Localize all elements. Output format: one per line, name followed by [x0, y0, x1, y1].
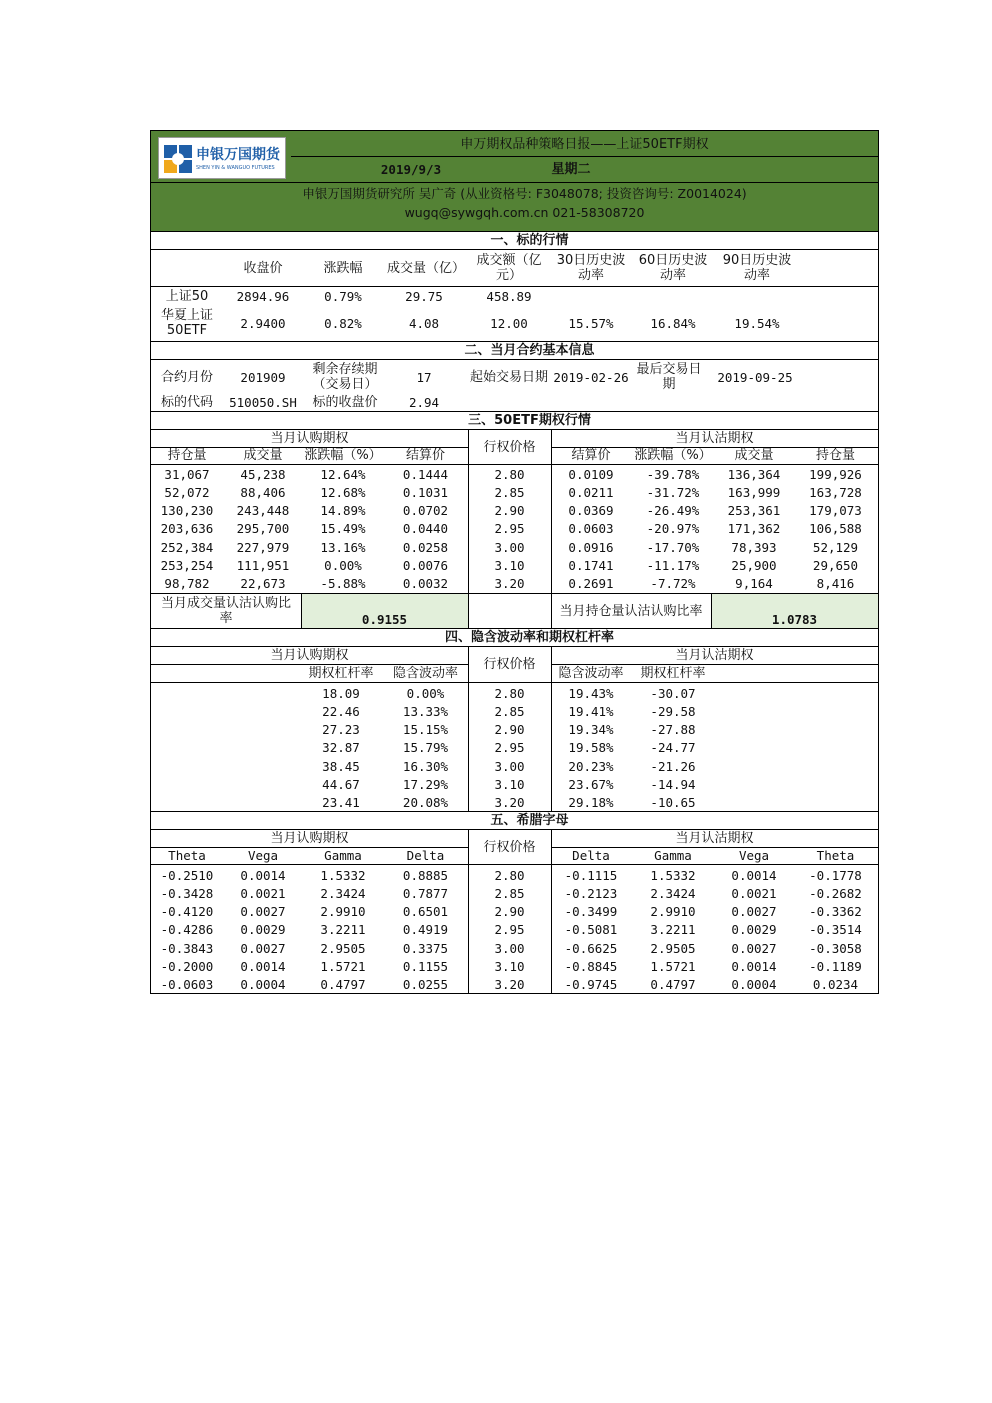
quote-table-cell: 45,238 — [240, 466, 286, 482]
greeks-table-cell: -0.0603 — [160, 977, 214, 993]
section-5-title: 五、希腊字母 — [490, 813, 569, 828]
quote-table-cell: 295,700 — [236, 521, 290, 537]
report-weekday: 星期二 — [551, 161, 591, 177]
iv-table-cell: 2.95 — [494, 740, 525, 756]
quote-table-cell: 78,393 — [731, 539, 777, 555]
greeks-table-cell: 1.5721 — [650, 959, 696, 974]
s3-put-header: 持仓量 — [815, 448, 855, 463]
s4-call-title: 当月认购期权 — [270, 648, 349, 663]
iv-table-cell: 13.33% — [402, 703, 449, 719]
quote-table-cell: 136,364 — [727, 466, 781, 482]
iv-table-cell: 20.08% — [402, 795, 449, 811]
quote-table-cell: 171,362 — [727, 521, 781, 537]
iv-table-cell: 19.34% — [568, 722, 614, 738]
quote-table-cell: 252,384 — [160, 539, 214, 555]
s4-put-title: 当月认沽期权 — [675, 648, 754, 663]
greeks-table-cell: 0.0004 — [240, 977, 286, 993]
quote-table-cell: 0.0702 — [402, 503, 449, 519]
greeks-table-cell: 0.0021 — [731, 885, 777, 901]
greeks-table-cell: 0.0029 — [731, 922, 777, 938]
iv-table-cell: 23.67% — [568, 777, 614, 792]
s3-put-title: 当月认沽期权 — [675, 431, 754, 446]
section-2-title: 二、当月合约基本信息 — [464, 343, 595, 358]
col-hv30: 30日历史波动率 — [556, 253, 626, 283]
iv-table-cell: 16.30% — [402, 758, 449, 774]
quote-table-cell: 199,926 — [809, 466, 862, 482]
quote-table-cell: 0.2691 — [568, 576, 614, 592]
row-sse50-close: 2894.96 — [236, 288, 290, 304]
greeks-table-cell: 2.9505 — [650, 940, 696, 956]
iv-table-cell: 23.41 — [322, 795, 360, 811]
greeks-table-cell: 0.0027 — [240, 904, 286, 920]
quote-table-cell: -11.17% — [646, 558, 700, 573]
quote-table-cell: 203,636 — [160, 521, 214, 537]
s3-put-header: 成交量 — [734, 448, 774, 463]
quote-table-cell: 243,448 — [236, 503, 290, 519]
greeks-table-cell: -0.5081 — [564, 922, 618, 938]
quote-table-cell: 98,782 — [164, 576, 210, 592]
s4-call-header: 期权杠杆率 — [308, 666, 374, 681]
section-1-title: 一、标的行情 — [490, 233, 569, 248]
iv-table-cell: -14.94 — [650, 777, 696, 792]
quote-table-cell: 0.1031 — [402, 484, 449, 500]
author-line: 申银万国期货研究所 吴广奇 (从业资格号: F3048078; 投资咨询号: Z0014024) — [302, 185, 747, 201]
iv-table-cell: 19.58% — [568, 740, 614, 756]
quote-table-cell: 14.89% — [320, 503, 366, 519]
greeks-table-cell: 2.90 — [494, 904, 525, 920]
greeks-table-cell: 0.1155 — [402, 959, 449, 974]
greeks-table-cell: 0.0014 — [731, 867, 777, 883]
start-date-label: 起始交易日期 — [469, 369, 548, 385]
s4-call-header: 隐含波动率 — [392, 666, 458, 681]
row-etf-hv30: 15.57% — [568, 315, 614, 331]
greeks-table-cell: -0.1115 — [564, 867, 618, 883]
quote-table-cell: 163,999 — [727, 484, 781, 500]
quote-table-cell: 0.0369 — [568, 503, 614, 519]
s3-call-header: 涨跌幅（%） — [304, 448, 382, 463]
row-etf-close: 2.9400 — [240, 315, 286, 331]
greeks-table-cell: 0.0029 — [240, 922, 286, 938]
quote-table-cell: -7.72% — [650, 576, 696, 592]
col-turnover: 成交额（亿元） — [476, 253, 542, 283]
quote-table-cell: 15.49% — [320, 521, 366, 537]
underlying-code-value: 510050.SH — [229, 395, 297, 410]
iv-table-cell: -29.58 — [650, 703, 696, 719]
underlying-code-label: 标的代码 — [160, 395, 213, 410]
row-sse50-change: 0.79% — [324, 288, 362, 304]
greeks-table-cell: -0.2000 — [160, 959, 214, 974]
company-logo — [158, 137, 286, 179]
quote-table-cell: 12.68% — [320, 484, 366, 500]
iv-table-cell: 19.43% — [568, 685, 614, 701]
quote-table-cell: 0.1444 — [402, 466, 449, 482]
quote-table-cell: 3.00 — [494, 539, 525, 555]
greeks-table-cell: 2.85 — [494, 885, 525, 901]
quote-table-cell: 130,230 — [160, 503, 214, 519]
quote-table-cell: -17.70% — [646, 539, 700, 555]
quote-table-cell: 253,254 — [160, 558, 214, 573]
greeks-table-cell: -0.1778 — [809, 867, 862, 883]
iv-table-cell: -21.26 — [650, 758, 696, 774]
col-hv60: 60日历史波动率 — [638, 253, 708, 283]
greeks-table-cell: 0.0234 — [812, 977, 859, 993]
quote-table-cell: 29,650 — [812, 558, 859, 573]
last-date-value: 2019-09-25 — [717, 369, 793, 385]
greeks-table-cell: 2.3424 — [650, 885, 696, 901]
greeks-table-cell: -0.2123 — [564, 885, 618, 901]
quote-table-cell: 0.1741 — [568, 558, 614, 573]
report-title: 申万期权品种策略日报——上证50ETF期权 — [460, 136, 709, 152]
iv-table-cell: 22.46 — [322, 703, 360, 719]
s3-call-header: 成交量 — [243, 448, 283, 463]
iv-table-cell: 0.00% — [406, 685, 445, 701]
logo-sub-text: SHEN YIN & WANGUO FUTURES — [196, 165, 275, 171]
iv-table-cell: 32.87 — [322, 740, 360, 756]
quote-table-cell: 253,361 — [727, 503, 781, 519]
greeks-table-cell: -0.3428 — [160, 885, 214, 901]
quote-table-cell: 13.16% — [320, 539, 366, 555]
iv-table-cell: 15.79% — [402, 740, 449, 756]
logo-brand-text: 申银万国期货 — [196, 147, 280, 163]
quote-table-cell: 0.0109 — [568, 466, 614, 482]
s5-put-header: Gamma — [654, 848, 692, 863]
greeks-table-cell: 2.9910 — [650, 904, 696, 920]
s5-call-header: Vega — [247, 848, 279, 863]
row-sse50-volume: 29.75 — [405, 288, 443, 304]
quote-table-cell: -39.78% — [646, 466, 700, 482]
row-sse50-name: 上证50 — [165, 288, 209, 304]
iv-table-cell: -30.07 — [650, 685, 696, 701]
s5-put-header: Theta — [816, 848, 855, 863]
greeks-table-cell: -0.4286 — [160, 922, 214, 938]
s5-put-header: Delta — [572, 848, 610, 863]
oi-pc-ratio-label: 当月持仓量认沽认购比率 — [559, 603, 703, 619]
col-volume: 成交量（亿） — [387, 260, 466, 276]
iv-table-cell: 3.00 — [494, 758, 525, 774]
iv-table-cell: 2.85 — [494, 703, 525, 719]
quote-table-cell: -20.97% — [646, 521, 700, 537]
greeks-table-cell: 1.5332 — [650, 867, 696, 883]
greeks-table-cell: 0.0027 — [240, 940, 286, 956]
row-etf-turnover: 12.00 — [490, 315, 528, 331]
col-change: 涨跌幅 — [323, 260, 363, 276]
iv-table-cell: 18.09 — [322, 685, 360, 701]
greeks-table-cell: 2.95 — [494, 922, 525, 938]
greeks-table-cell: 3.20 — [494, 977, 525, 993]
greeks-table-cell: -0.3362 — [809, 904, 862, 920]
s5-call-title: 当月认购期权 — [270, 831, 349, 846]
s4-put-header: 隐含波动率 — [558, 666, 624, 681]
row-etf-change: 0.82% — [324, 315, 362, 331]
s5-call-header: Delta — [406, 848, 445, 863]
s5-call-header: Gamma — [324, 848, 362, 863]
iv-table-cell: -24.77 — [650, 740, 696, 756]
greeks-table-cell: 2.80 — [494, 867, 525, 883]
quote-table-cell: 0.0916 — [568, 539, 614, 555]
iv-table-cell: 44.67 — [322, 777, 360, 792]
quote-table-cell: 179,073 — [809, 503, 862, 519]
greeks-table-cell: 2.9910 — [320, 904, 366, 920]
quote-table-cell: 0.0440 — [402, 521, 449, 537]
s4-strike-label: 行权价格 — [483, 656, 536, 672]
last-date-label: 最后交易日期 — [636, 362, 702, 392]
quote-table-cell: 52,129 — [812, 539, 859, 555]
quote-table-cell: 31,067 — [164, 466, 210, 482]
iv-table-cell: 3.20 — [494, 795, 525, 811]
s5-put-title: 当月认沽期权 — [675, 831, 754, 846]
quote-table-cell: -5.88% — [320, 576, 366, 592]
row-etf-hv60: 16.84% — [650, 315, 696, 331]
greeks-table-cell: 0.4797 — [320, 977, 366, 993]
iv-table-cell: 20.23% — [568, 758, 614, 774]
underlying-close-label: 标的收盘价 — [312, 395, 378, 410]
greeks-table-cell: -0.2510 — [160, 867, 214, 883]
volume-pc-ratio-value: 0.9155 — [301, 594, 468, 628]
greeks-table-cell: 0.0255 — [402, 977, 449, 993]
s3-put-header: 结算价 — [571, 448, 611, 463]
quote-table-cell: 227,979 — [236, 539, 290, 555]
greeks-table-cell: 0.0027 — [731, 904, 777, 920]
greeks-table-cell: -0.3843 — [160, 940, 214, 956]
quote-table-cell: 163,728 — [809, 484, 862, 500]
quote-table-cell: -31.72% — [646, 484, 700, 500]
iv-table-cell: 29.18% — [568, 795, 614, 811]
greeks-table-cell: 0.7877 — [402, 885, 449, 901]
iv-table-cell: 2.80 — [494, 685, 525, 701]
iv-table-cell: 27.23 — [322, 722, 360, 738]
logo-mark-icon — [163, 144, 193, 174]
iv-table-cell: 17.29% — [402, 777, 449, 792]
iv-table-cell: 15.15% — [402, 722, 449, 738]
greeks-table-cell: 0.4797 — [650, 977, 696, 993]
greeks-table-cell: 3.2211 — [320, 922, 366, 938]
iv-table-cell: 3.10 — [494, 777, 525, 792]
greeks-table-cell: -0.8845 — [564, 959, 618, 974]
quote-table-cell: 25,900 — [731, 558, 777, 573]
contract-month-label: 合约月份 — [160, 369, 213, 385]
quote-table-cell: 2.80 — [494, 466, 525, 482]
greeks-table-cell: 1.5332 — [320, 867, 366, 883]
greeks-table-cell: -0.3499 — [564, 904, 618, 920]
greeks-table-cell: -0.1189 — [809, 959, 862, 974]
quote-table-cell: 3.20 — [494, 576, 525, 592]
quote-table-cell: -26.49% — [646, 503, 700, 519]
greeks-table-cell: 0.0014 — [240, 959, 286, 974]
s3-call-header: 结算价 — [405, 448, 445, 463]
remaining-days-value: 17 — [416, 369, 432, 385]
greeks-table-cell: -0.9745 — [564, 977, 618, 993]
s3-put-header: 涨跌幅（%） — [634, 448, 712, 463]
quote-table-cell: 2.95 — [494, 521, 525, 537]
greeks-table-cell: 0.3375 — [402, 940, 449, 956]
greeks-table-cell: 0.0027 — [731, 940, 777, 956]
greeks-table-cell: -0.6625 — [564, 940, 618, 956]
quote-table-cell: 0.0603 — [568, 521, 614, 537]
greeks-table-cell: 0.4919 — [402, 922, 449, 938]
contract-month-value: 201909 — [240, 369, 286, 385]
quote-table-cell: 0.0032 — [402, 576, 449, 592]
quote-table-cell: 0.0211 — [568, 484, 614, 500]
greeks-table-cell: 3.2211 — [650, 922, 696, 938]
section-3-title: 三、50ETF期权行情 — [468, 413, 591, 428]
quote-table-cell: 8,416 — [816, 576, 855, 592]
s5-put-header: Vega — [738, 848, 770, 863]
remaining-days-label: 剩余存续期（交易日） — [312, 362, 378, 392]
volume-pc-ratio-label: 当月成交量认沽认购比率 — [160, 596, 291, 626]
greeks-table-cell: 2.9505 — [320, 940, 366, 956]
iv-table-cell: -27.88 — [650, 722, 696, 738]
quote-table-cell: 52,072 — [164, 484, 210, 500]
greeks-table-cell: -0.4120 — [160, 904, 214, 920]
s3-call-header: 持仓量 — [167, 448, 207, 463]
greeks-table-cell: 3.10 — [494, 959, 525, 974]
iv-table-cell: 2.90 — [494, 722, 525, 738]
greeks-table-cell: -0.3058 — [809, 940, 862, 956]
greeks-table-cell: 2.3424 — [320, 885, 366, 901]
greeks-table-cell: 0.8885 — [402, 867, 449, 883]
greeks-table-cell: -0.2682 — [809, 885, 862, 901]
section-4-title: 四、隐含波动率和期权杠杆率 — [444, 630, 614, 645]
quote-table-cell: 88,406 — [240, 484, 286, 500]
quote-table-cell: 2.85 — [494, 484, 525, 500]
quote-table-cell: 111,951 — [236, 558, 290, 573]
iv-table-cell: 19.41% — [568, 703, 614, 719]
row-sse50-turnover: 458.89 — [486, 288, 532, 304]
row-etf-volume: 4.08 — [408, 315, 440, 331]
quote-table-cell: 2.90 — [494, 503, 525, 519]
col-close: 收盘价 — [243, 260, 283, 276]
oi-pc-ratio-value: 1.0783 — [711, 594, 878, 628]
row-etf-hv90: 19.54% — [734, 315, 780, 331]
greeks-table-cell: -0.3514 — [809, 922, 862, 938]
s5-strike-label: 行权价格 — [483, 839, 536, 855]
row-etf-name: 华夏上证50ETF — [160, 308, 213, 338]
report-date: 2019/9/3 — [380, 161, 442, 177]
quote-table-cell: 0.00% — [324, 558, 362, 573]
greeks-table-cell: 3.00 — [494, 940, 525, 956]
s4-put-header: 期权杠杆率 — [640, 666, 706, 681]
greeks-table-cell: 0.6501 — [402, 904, 449, 920]
greeks-table-cell: 1.5721 — [320, 959, 366, 974]
underlying-close-value: 2.94 — [408, 395, 440, 410]
quote-table-cell: 0.0258 — [402, 539, 449, 555]
iv-table-cell: -10.65 — [650, 795, 696, 811]
strategy-report-sheet — [150, 130, 879, 994]
quote-table-cell: 9,164 — [735, 576, 773, 592]
quote-table-cell: 3.10 — [494, 558, 525, 573]
greeks-table-cell: 0.0014 — [731, 959, 777, 974]
greeks-table-cell: 0.0014 — [240, 867, 286, 883]
iv-table-cell: 38.45 — [322, 758, 360, 774]
greeks-table-cell: 0.0021 — [240, 885, 286, 901]
s3-call-title: 当月认购期权 — [270, 431, 349, 446]
s5-call-header: Theta — [168, 848, 206, 863]
greeks-table-cell: 0.0004 — [731, 977, 777, 993]
quote-table-cell: 22,673 — [240, 576, 286, 592]
col-hv90: 90日历史波动率 — [722, 253, 792, 283]
quote-table-cell: 106,588 — [809, 521, 862, 537]
s3-strike-label: 行权价格 — [483, 439, 536, 455]
quote-table-cell: 0.0076 — [402, 558, 449, 573]
quote-table-cell: 12.64% — [320, 466, 366, 482]
start-date-value: 2019-02-26 — [553, 369, 629, 385]
contact-line: wugq@sywgqh.com.cn 021-58308720 — [404, 204, 645, 220]
